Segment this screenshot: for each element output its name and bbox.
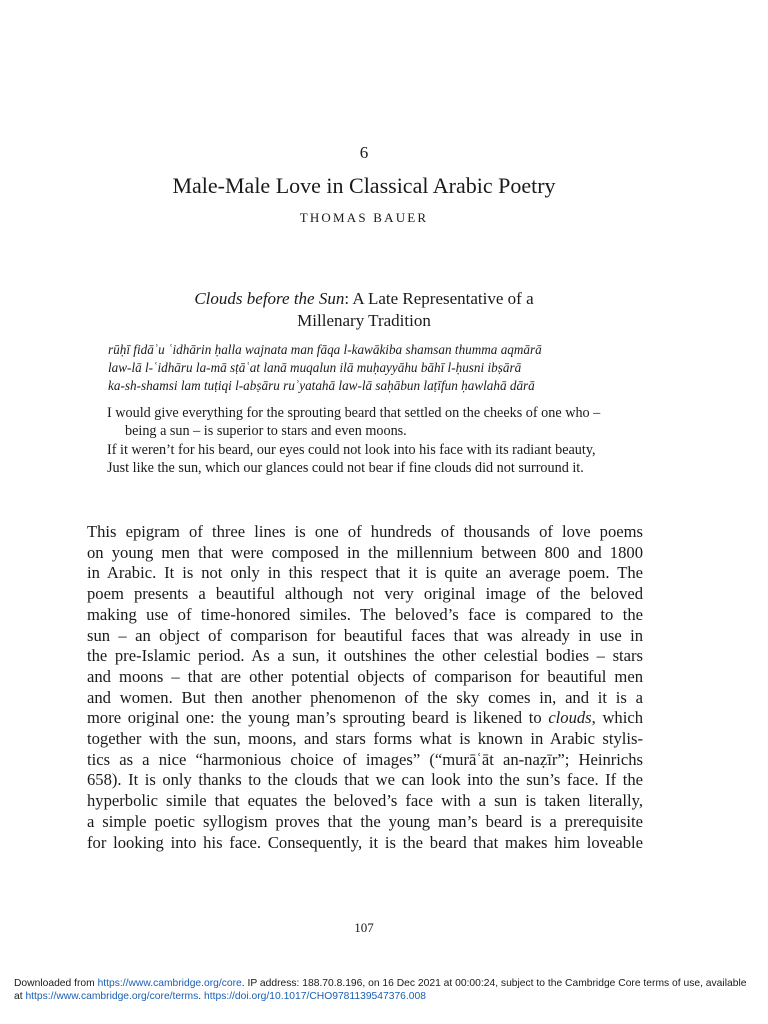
terms-link[interactable]: https://www.cambridge.org/core/terms — [25, 991, 199, 1002]
cambridge-core-link[interactable]: https://www.cambridge.org/core — [97, 978, 242, 989]
body-line: the pre-Islamic period. As a sun, it outshines the other celestial bodies – stars — [87, 646, 643, 666]
body-line: together with the sun, moons, and stars forms what is known in Arabic stylis- — [87, 729, 643, 749]
body-line: 658). It is only thanks to the clouds that we can look into the sun’s face. If the — [87, 770, 643, 790]
section-title — [100, 288, 628, 332]
body-line: tics as a nice “harmonious choice of images” (“murāʿāt an-naẓīr”; Heinrichs — [87, 749, 643, 769]
page-number: 107 — [354, 920, 374, 935]
body-line: on young men that were composed in the millennium between 800 and 1800 — [87, 542, 643, 562]
body-line: sun – an object of comparison for beautiful faces that was already in use in — [87, 625, 643, 645]
transliteration-line: ka-sh-shamsi lam tuṭiqi l-abṣāru ruʾyatahā law-lā saḥābun laṭīfun ḥawlahā dārā — [108, 378, 535, 393]
translation-line: If it weren’t for his beard, our eyes could not look into his face with its radiant beauty, — [107, 441, 596, 458]
footer-middle: . IP address: 188.70.8.196, on 16 Dec 2021 at 00:00:24, subject to the Cambridge Core terms of use, available at — [14, 978, 747, 1002]
chapter-number: 6 — [359, 143, 369, 162]
body-line: a simple poetic syllogism proves that the young man’s beard is a prerequisite — [87, 811, 643, 831]
body-line: in Arabic. It is not only in this respect that it is quite an average poem. The — [87, 563, 643, 583]
body-line: and women. But then another phenomenon of the sky comes in, and it is a — [87, 687, 643, 707]
translation-line: Just like the sun, which our glances could not bear if fine clouds did not surround it. — [107, 459, 584, 476]
body-line-with-emphasis — [87, 708, 643, 729]
body-line-start: more original one: the young man’s sprouting beard is likened to — [87, 708, 542, 728]
chapter-title: Male-Male Love in Classical Arabic Poetry — [172, 173, 556, 198]
chapter-author: THOMAS BAUER — [299, 210, 429, 225]
download-footer — [14, 977, 754, 1003]
body-line: for looking into his face. Consequently, it is the beard that makes him loveable — [87, 832, 643, 852]
body-line: This epigram of three lines is one of hundreds of thousands of love poems — [87, 522, 643, 541]
footer-separator: . — [198, 991, 205, 1002]
emphasis-clouds: clouds — [548, 708, 592, 728]
body-line: hyperbolic simile that equates the beloved’s face with a sun is taken literally, — [87, 791, 643, 811]
section-title-line2: Millenary Tradition — [297, 311, 431, 330]
body-line: and moons – that are other potential objects of comparison for beautiful men — [87, 666, 643, 686]
doi-link[interactable]: https://doi.org/10.1017/CHO9781139547376.008 — [204, 991, 426, 1002]
footer-prefix: Downloaded from — [14, 978, 98, 989]
section-title-italic: Clouds before the Sun — [194, 289, 345, 308]
body-paragraph — [87, 522, 643, 853]
body-line: poem presents a beautiful although not very original image of the beloved — [87, 584, 643, 604]
body-line: making use of time-honored similes. The beloved’s face is compared to the — [87, 604, 643, 624]
body-line-end: , which — [591, 708, 644, 728]
section-title-rest: : A Late Representative of a — [344, 289, 534, 308]
translation-line: I would give everything for the sprouting beard that settled on the cheeks of one who – being a sun – is superior to stars and even moons. — [107, 405, 601, 440]
poem-transliteration — [108, 341, 628, 395]
transliteration-line: rūḥī fidāʾu ʿidhārin ḥalla wajnata man fāqa l-kawākiba shamsan thumma aqmārā — [108, 342, 542, 357]
transliteration-line: law-lā l-ʿidhāru la-mā sṭāʿat lanā muqalun ilā muḥayyāhu bāhī l-ḥusni ibṣārā — [108, 360, 522, 375]
poem-translation — [107, 404, 619, 477]
